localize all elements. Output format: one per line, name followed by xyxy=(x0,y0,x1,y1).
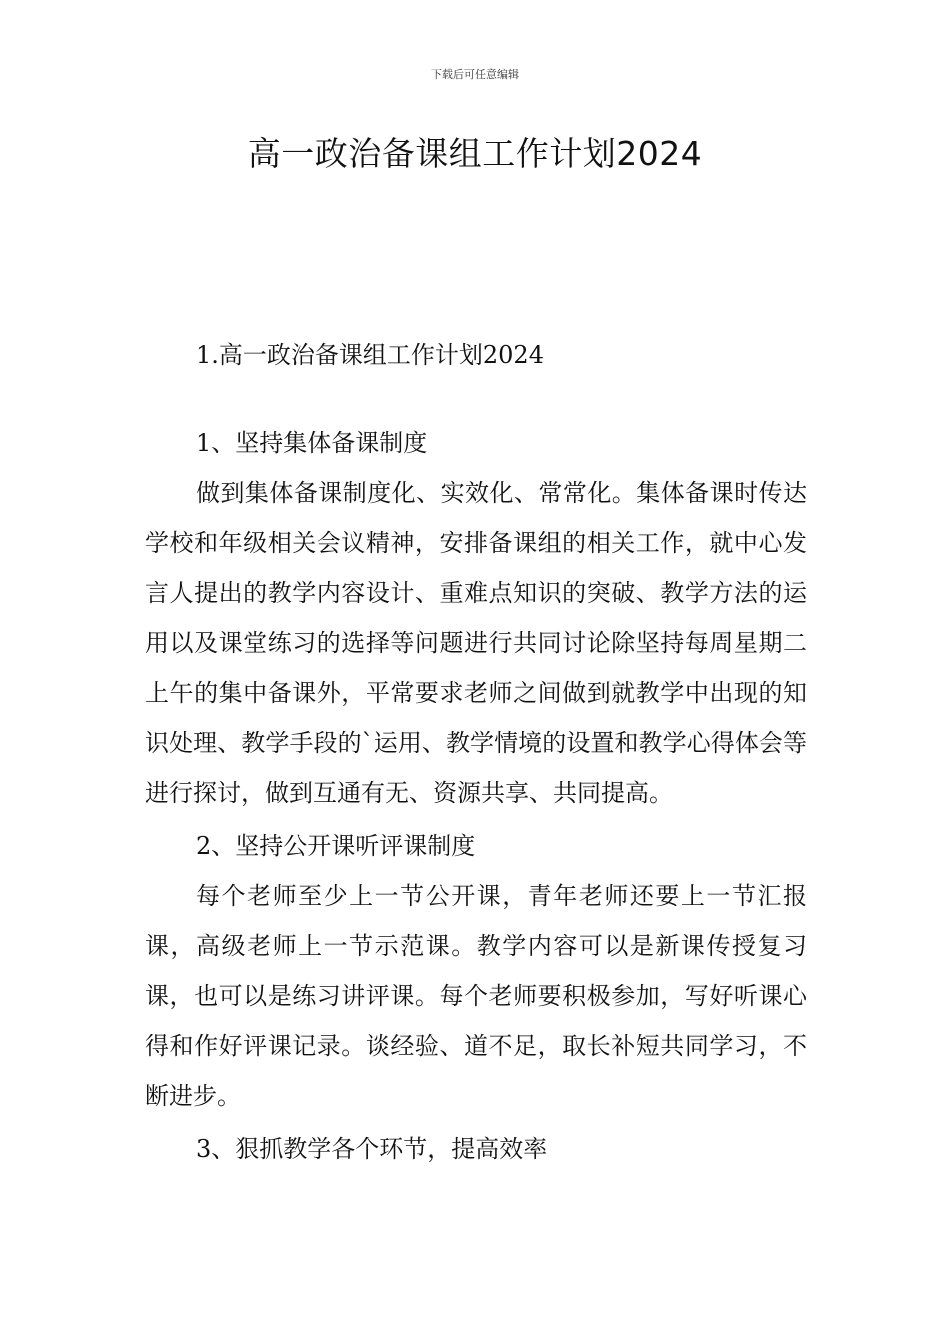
main-heading: 1.高一政治备课组工作计划2024 xyxy=(196,341,544,369)
document-body xyxy=(145,330,807,1174)
document-title: 高一政治备课组工作计划2024 xyxy=(247,134,703,173)
section-1-paragraph: 做到集体备课制度化、实效化、常常化。集体备课时传达学校和年级相关会议精神，安排备课组的相关工作，就中心发言人提出的教学内容设计、重难点知识的突破、教学方法的运用以及课堂练习的选择等问题进行共同讨论除坚持每周星期二上午的集中备课外，平常要求老师之间做到就教学中出现的知识处理、教学手段的`运用、教学情境的设置和教学心得体会等进行探讨，做到互通有无、资源共享、共同提高。 xyxy=(145,479,807,807)
section-2-title: 2、坚持公开课听评课制度 xyxy=(196,832,476,860)
section-2-paragraph: 每个老师至少上一节公开课，青年老师还要上一节汇报课，高级老师上一节示范课。教学内容可以是新课传授复习课，也可以是练习讲评课。每个老师要积极参加，写好听课心得和作好评课记录。谈经验、道不足，取长补短共同学习，不断进步。 xyxy=(145,882,807,1110)
section-1-title: 1、坚持集体备课制度 xyxy=(196,429,428,457)
header-note: 下载后可任意编辑 xyxy=(431,68,519,81)
section-3-title: 3、狠抓教学各个环节，提高效率 xyxy=(196,1135,548,1163)
